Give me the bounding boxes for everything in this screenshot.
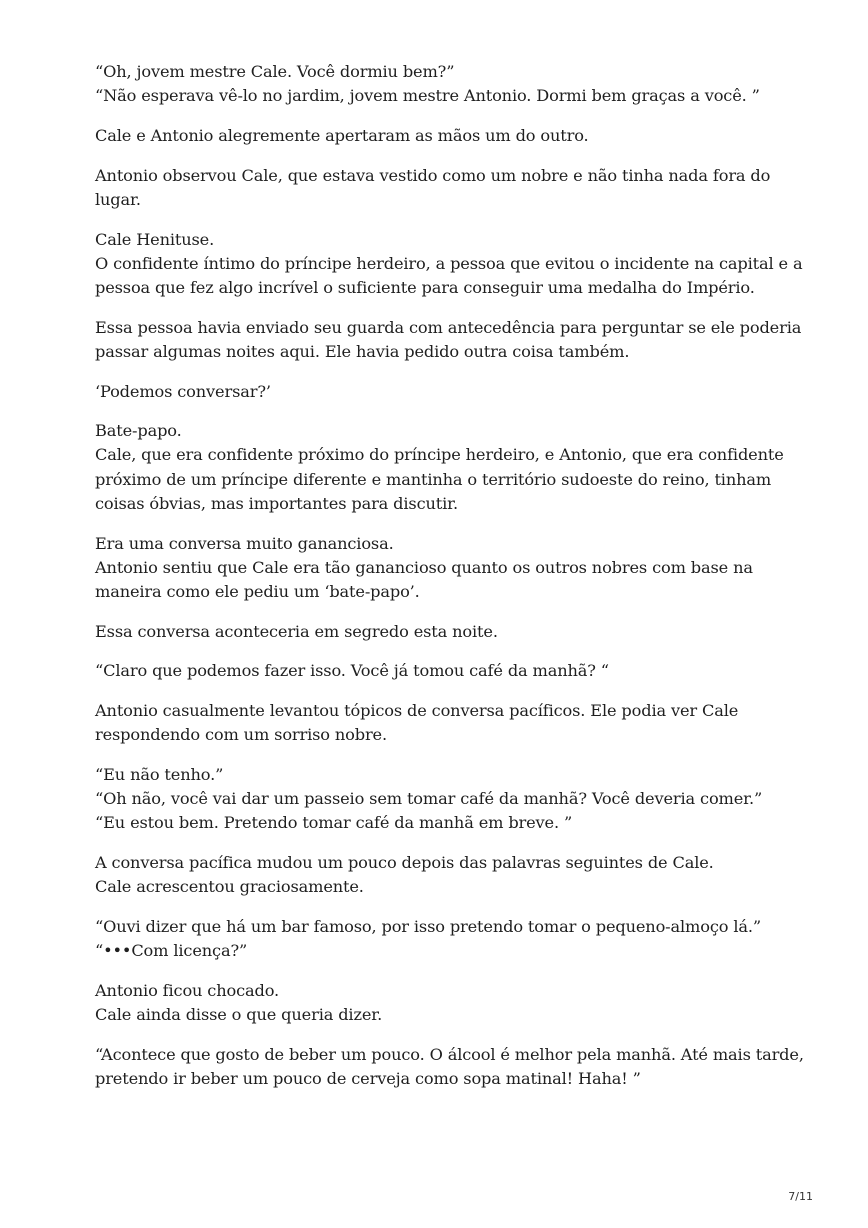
- text-line: respondendo com um sorriso nobre.: [95, 725, 387, 745]
- paragraph: [95, 851, 785, 899]
- text-line: Cale ainda disse o que queria dizer.: [95, 1005, 383, 1025]
- text-line: maneira como ele pediu um ‘bate-papo’.: [95, 581, 420, 601]
- text-line: próximo de um príncipe diferente e mantinha o território sudoeste do reino, tinham: [95, 469, 772, 489]
- paragraph: [95, 419, 785, 516]
- paragraph: [95, 380, 785, 404]
- text-line: “Eu estou bem. Pretendo tomar café da manhã em breve. ”: [95, 813, 573, 833]
- paragraph: [95, 915, 785, 963]
- text-line: “Não esperava vê-lo no jardim, jovem mestre Antonio. Dormi bem graças a você. ”: [95, 86, 760, 106]
- text-line: A conversa pacífica mudou um pouco depois das palavras seguintes de Cale.: [95, 853, 714, 873]
- paragraph: [95, 228, 803, 301]
- text-line: “Eu não tenho.”: [95, 764, 224, 784]
- text-line: passar algumas noites aqui. Ele havia pedido outra coisa também.: [95, 341, 630, 361]
- text-line: lugar.: [95, 189, 141, 209]
- paragraph: [95, 979, 785, 1027]
- text-line: pessoa que fez algo incrível o suficiente para conseguir uma medalha do Império.: [95, 277, 755, 297]
- paragraph: [95, 124, 785, 148]
- paragraph: [95, 763, 785, 836]
- paragraph: [95, 659, 785, 683]
- paragraph: [95, 1043, 804, 1091]
- text-line: Cale acrescentou graciosamente.: [95, 877, 364, 897]
- text-line: Cale, que era confidente próximo do príncipe herdeiro, e Antonio, que era confidente: [95, 445, 784, 465]
- text-line: “Ouvi dizer que há um bar famoso, por isso pretendo tomar o pequeno-almoço lá.”: [95, 916, 761, 936]
- paragraph: [95, 699, 785, 747]
- text-line: Cale Henituse.: [95, 229, 215, 249]
- text-line: Antonio sentiu que Cale era tão ganancioso quanto os outros nobres com base na: [95, 557, 753, 577]
- text-line: ‘Podemos conversar?’: [95, 381, 271, 401]
- page-number: 7/11: [788, 1190, 813, 1203]
- paragraph: [95, 60, 785, 108]
- text-line: Cale e Antonio alegremente apertaram as mãos um do outro.: [95, 125, 589, 145]
- paragraph: [95, 316, 802, 364]
- text-line: “Oh não, você vai dar um passeio sem tomar café da manhã? Você deveria comer.”: [95, 789, 763, 809]
- text-line: “Claro que podemos fazer isso. Você já tomou café da manhã? “: [95, 661, 609, 681]
- text-line: Antonio casualmente levantou tópicos de conversa pacíficos. Ele podia ver Cale: [95, 701, 739, 721]
- text-line: Bate-papo.: [95, 421, 182, 441]
- text-line: Era uma conversa muito gananciosa.: [95, 533, 394, 553]
- text-line: “Oh, jovem mestre Cale. Você dormiu bem?”: [95, 62, 455, 81]
- text-line: Essa pessoa havia enviado seu guarda com antecedência para perguntar se ele poderia: [95, 317, 802, 337]
- paragraph: [95, 532, 785, 605]
- text-line: Antonio ficou chocado.: [95, 980, 280, 1000]
- document-page: [95, 60, 804, 1107]
- text-line: Essa conversa aconteceria em segredo esta noite.: [95, 621, 498, 641]
- text-line: “•••Com licença?”: [95, 941, 248, 961]
- text-line: Antonio observou Cale, que estava vestido como um nobre e não tinha nada fora do: [95, 165, 771, 185]
- text-line: pretendo ir beber um pouco de cerveja como sopa matinal! Haha! ”: [95, 1069, 641, 1088]
- text-line: “Acontece que gosto de beber um pouco. O álcool é melhor pela manhã. Até mais tarde,: [95, 1044, 804, 1064]
- text-line: coisas óbvias, mas importantes para discutir.: [95, 493, 458, 513]
- paragraph: [95, 164, 785, 212]
- text-line: O confidente íntimo do príncipe herdeiro, a pessoa que evitou o incidente na capital e a: [95, 253, 803, 273]
- paragraph: [95, 620, 785, 644]
